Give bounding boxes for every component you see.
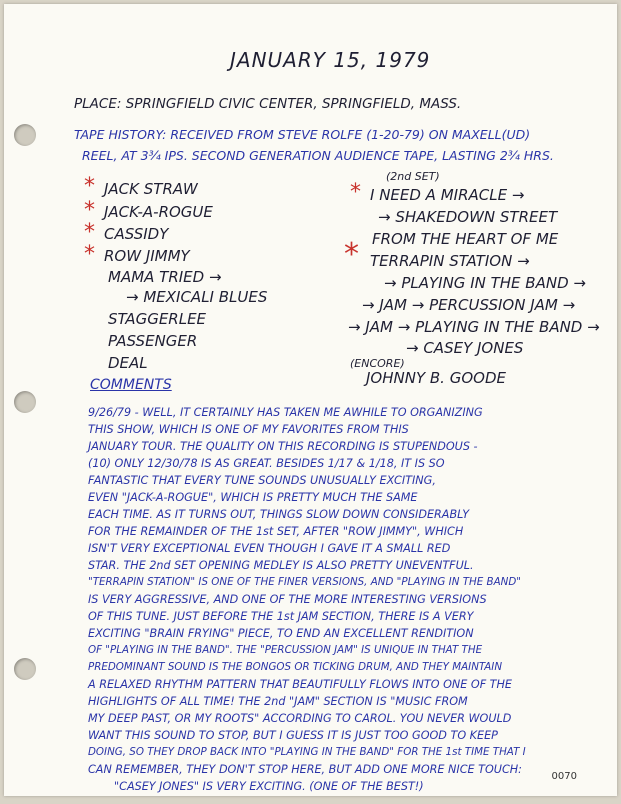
red-star-marker: * bbox=[84, 220, 95, 245]
comment-line: WANT THIS SOUND TO STOP, BUT I GUESS IT IS JUST TOO GOOD TO KEEP bbox=[88, 729, 498, 742]
setlist-item: → PLAYING IN THE BAND → bbox=[384, 274, 586, 292]
setlist-item: MAMA TRIED → bbox=[108, 268, 222, 286]
comment-line: EACH TIME. AS IT TURNS OUT, THINGS SLOW DOWN CONSIDERABLY bbox=[88, 508, 470, 521]
comment-line: THIS SHOW, WHICH IS ONE OF MY FAVORITES FROM THIS bbox=[88, 423, 409, 436]
comment-line: OF THIS TUNE. JUST BEFORE THE 1st JAM SECTION, THERE IS A VERY bbox=[88, 610, 474, 623]
comment-line: A RELAXED RHYTHM PATTERN THAT BEAUTIFULLY FLOWS INTO ONE OF THE bbox=[88, 678, 513, 691]
setlist-item: CASSIDY bbox=[104, 225, 169, 243]
setlist-item: FROM THE HEART OF ME bbox=[372, 230, 559, 248]
comment-line: IS VERY AGGRESSIVE, AND ONE OF THE MORE INTERESTING VERSIONS bbox=[88, 593, 487, 606]
place-line: PLACE: SPRINGFIELD CIVIC CENTER, SPRINGFIELD, MASS. bbox=[74, 96, 462, 112]
comment-line: "TERRAPIN STATION" IS ONE OF THE FINER VERSIONS, AND "PLAYING IN THE BAND" bbox=[88, 576, 521, 588]
page-number: 0070 bbox=[551, 771, 577, 782]
setlist-item: I NEED A MIRACLE → bbox=[370, 186, 525, 204]
set2-label: (2nd SET) bbox=[386, 170, 440, 183]
comment-line: PREDOMINANT SOUND IS THE BONGOS OR TICKING DRUM, AND THEY MAINTAIN bbox=[88, 661, 503, 673]
comment-line: DOING, SO THEY DROP BACK INTO "PLAYING IN THE BAND" FOR THE 1st TIME THAT I bbox=[88, 746, 526, 758]
binder-hole-middle bbox=[14, 391, 36, 413]
comment-line: FANTASTIC THAT EVERY TUNE SOUNDS UNUSUALLY EXCITING, bbox=[88, 474, 436, 487]
tape-history-line-2: REEL, AT 3¾ IPS. SECOND GENERATION AUDIENCE TAPE, LASTING 2¾ HRS. bbox=[82, 148, 554, 163]
setlist-item: DEAL bbox=[108, 354, 148, 372]
setlist-item: → JAM → PERCUSSION JAM → bbox=[362, 296, 576, 314]
comment-line: 9/26/79 - WELL, IT CERTAINLY HAS TAKEN ME AWHILE TO ORGANIZING bbox=[88, 406, 483, 419]
encore-label: (ENCORE) bbox=[350, 357, 405, 370]
setlist-item: PASSENGER bbox=[108, 332, 198, 350]
comment-line: JANUARY TOUR. THE QUALITY ON THIS RECORDING IS STUPENDOUS - bbox=[88, 440, 478, 453]
comment-line: "CASEY JONES" IS VERY EXCITING. (ONE OF THE BEST!) bbox=[114, 780, 424, 793]
setlist-item: JACK STRAW bbox=[104, 180, 198, 198]
setlist-item: → SHAKEDOWN STREET bbox=[378, 208, 558, 226]
red-star-marker: * bbox=[84, 242, 95, 267]
comment-line: EVEN "JACK-A-ROGUE", WHICH IS PRETTY MUCH THE SAME bbox=[88, 491, 418, 504]
comment-line: OF "PLAYING IN THE BAND". THE "PERCUSSION JAM" IS UNIQUE IN THAT THE bbox=[88, 644, 483, 656]
comment-line: ISN'T VERY EXCEPTIONAL EVEN THOUGH I GAVE IT A SMALL RED bbox=[88, 542, 451, 555]
comment-line: EXCITING "BRAIN FRYING" PIECE, TO END AN EXCELLENT RENDITION bbox=[88, 627, 474, 640]
encore-item: JOHNNY B. GOODE bbox=[366, 369, 506, 387]
tape-history-line-1: TAPE HISTORY: RECEIVED FROM STEVE ROLFE (1-20-79) ON MAXELL(UD) bbox=[74, 127, 531, 142]
setlist-item: STAGGERLEE bbox=[108, 310, 207, 328]
comment-line: (10) ONLY 12/30/78 IS AS GREAT. BESIDES 1/17 & 1/18, IT IS SO bbox=[88, 457, 445, 470]
setlist-item: ROW JIMMY bbox=[104, 247, 190, 265]
comment-line: FOR THE REMAINDER OF THE 1st SET, AFTER "ROW JIMMY", WHICH bbox=[88, 525, 464, 538]
comment-line: STAR. THE 2nd SET OPENING MEDLEY IS ALSO PRETTY UNEVENTFUL. bbox=[88, 559, 474, 572]
comments-heading: COMMENTS bbox=[90, 377, 172, 393]
setlist-item: → MEXICALI BLUES bbox=[126, 288, 268, 306]
setlist-item: → JAM → PLAYING IN THE BAND → bbox=[348, 318, 600, 336]
red-star-marker: * bbox=[344, 237, 359, 272]
notebook-page bbox=[4, 4, 617, 796]
comment-line: CAN REMEMBER, THEY DON'T STOP HERE, BUT ADD ONE MORE NICE TOUCH: bbox=[88, 763, 522, 776]
binder-hole-bottom bbox=[14, 658, 36, 680]
red-star-marker: * bbox=[350, 180, 361, 205]
page-date: JANUARY 15, 1979 bbox=[230, 48, 431, 72]
binder-hole-top bbox=[14, 124, 36, 146]
setlist-item: TERRAPIN STATION → bbox=[370, 252, 530, 270]
comment-line: MY DEEP PAST, OR MY ROOTS" ACCORDING TO CAROL. YOU NEVER WOULD bbox=[88, 712, 512, 725]
red-star-marker: * bbox=[84, 174, 95, 199]
red-star-marker: * bbox=[84, 198, 95, 223]
setlist-item: → CASEY JONES bbox=[406, 339, 524, 357]
comment-line: HIGHLIGHTS OF ALL TIME! THE 2nd "JAM" SECTION IS "MUSIC FROM bbox=[88, 695, 468, 708]
setlist-item: JACK-A-ROGUE bbox=[104, 203, 213, 221]
